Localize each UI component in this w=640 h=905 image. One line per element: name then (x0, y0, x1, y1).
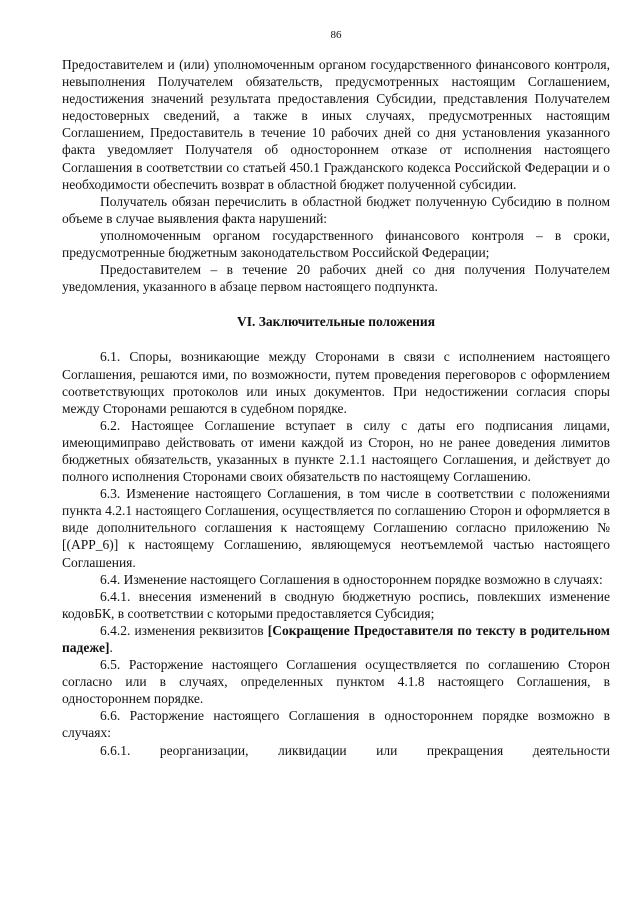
paragraph-provider-term: Предоставителем – в течение 20 рабочих дней со дня получения Получателем уведомления, указанного в абзаце первом настоящего подпункта. (62, 262, 610, 295)
clause-6-2: 6.2. Настоящее Соглашение вступает в силу с даты его подписания лицами, имеющимиправо действовать от имени каждой из Сторон, но не ранее доведения лимитов бюджетных обязательств, указанных в пункте 2.1.1 настоящего Соглашения, и действует до полного исполнения Сторонами своих обязательств по настоящему Соглашению. (62, 417, 610, 485)
clause-6-4: 6.4. Изменение настоящего Соглашения в одностороннем порядке возможно в случаях: (100, 571, 603, 587)
clause-6-4-2-text: 6.4.2. изменения реквизитов (100, 622, 268, 638)
paragraph-continuation: Предоставителем и (или) уполномоченным органом государственного финансового контроля, невыполнения Получателем обязательств, предусмотренных настоящим Соглашением, недостижения значений результата предоставления Субсидии, представления Получателем недостоверных сведений, а также в иных случаях, предусмотренных настоящим Соглашением, Предоставитель в течение 10 рабочих дней со дня установления указанного факта уведомляет Получателя об одностороннем отказе от исполнения настоящего Соглашения в соответствии со статьей 450.1 Гражданского кодекса Российской Федерации и о необходимости обеспечить возврат в областной бюджет полученной субсидии. (62, 57, 610, 192)
clause-6-4-2-placeholder: [Сокращение Предоставителя по тексту в родительном падеже] (62, 622, 610, 655)
clause-6-6: 6.6. Расторжение настоящего Соглашения в одностороннем порядке возможно в случаях: (62, 708, 610, 741)
page-number: 86 (330, 29, 342, 41)
paragraph-authority-term: уполномоченным органом государственного финансового контроля – в сроки, предусмотренные бюджетным законодательством Российской Федерации; (62, 227, 610, 261)
document-page (62, 28, 610, 759)
clause-6-5: 6.5. Расторжение настоящего Соглашения осуществляется по соглашению Сторон согласно или в случаях, определенных пунктом 4.1.8 настоящего Соглашения, в одностороннем порядке. (62, 657, 610, 707)
paragraph-return-obligation: Получатель обязан перечислить в областной бюджет полученную Субсидию в полном объеме в случае выявления факта нарушений: (62, 193, 610, 226)
clause-6-4-2 (62, 622, 610, 656)
clause-6-4-2-end: . (109, 640, 113, 655)
section-heading: VI. Заключительные положения (237, 314, 435, 330)
clause-6-6-1: 6.6.1. реорганизации, ликвидации или прекращения деятельности (100, 742, 610, 758)
clause-6-3: 6.3. Изменение настоящего Соглашения, в том числе в соответствии с положениями пункта 4.2.1 настоящего Соглашения, осуществляется по соглашению Сторон и оформляется в виде дополнительного соглашения к настоящему Соглашению согласно приложению № [(APP_6)] к настоящему Соглашению, являющемуся неотъемлемой частью настоящего Соглашения. (62, 486, 610, 570)
clause-6-4-1: 6.4.1. внесения изменений в сводную бюджетную роспись, повлекших изменение кодовБК, в соответствии с которыми предоставляется Субсидия; (62, 588, 610, 621)
clause-6-1: 6.1. Споры, возникающие между Сторонами в связи с исполнением настоящего Соглашения, решаются ими, по возможности, путем проведения переговоров с оформлением соответствующих протоколов или иных документов. При недостижении согласия споры между Сторонами решаются в судебном порядке. (62, 349, 610, 416)
